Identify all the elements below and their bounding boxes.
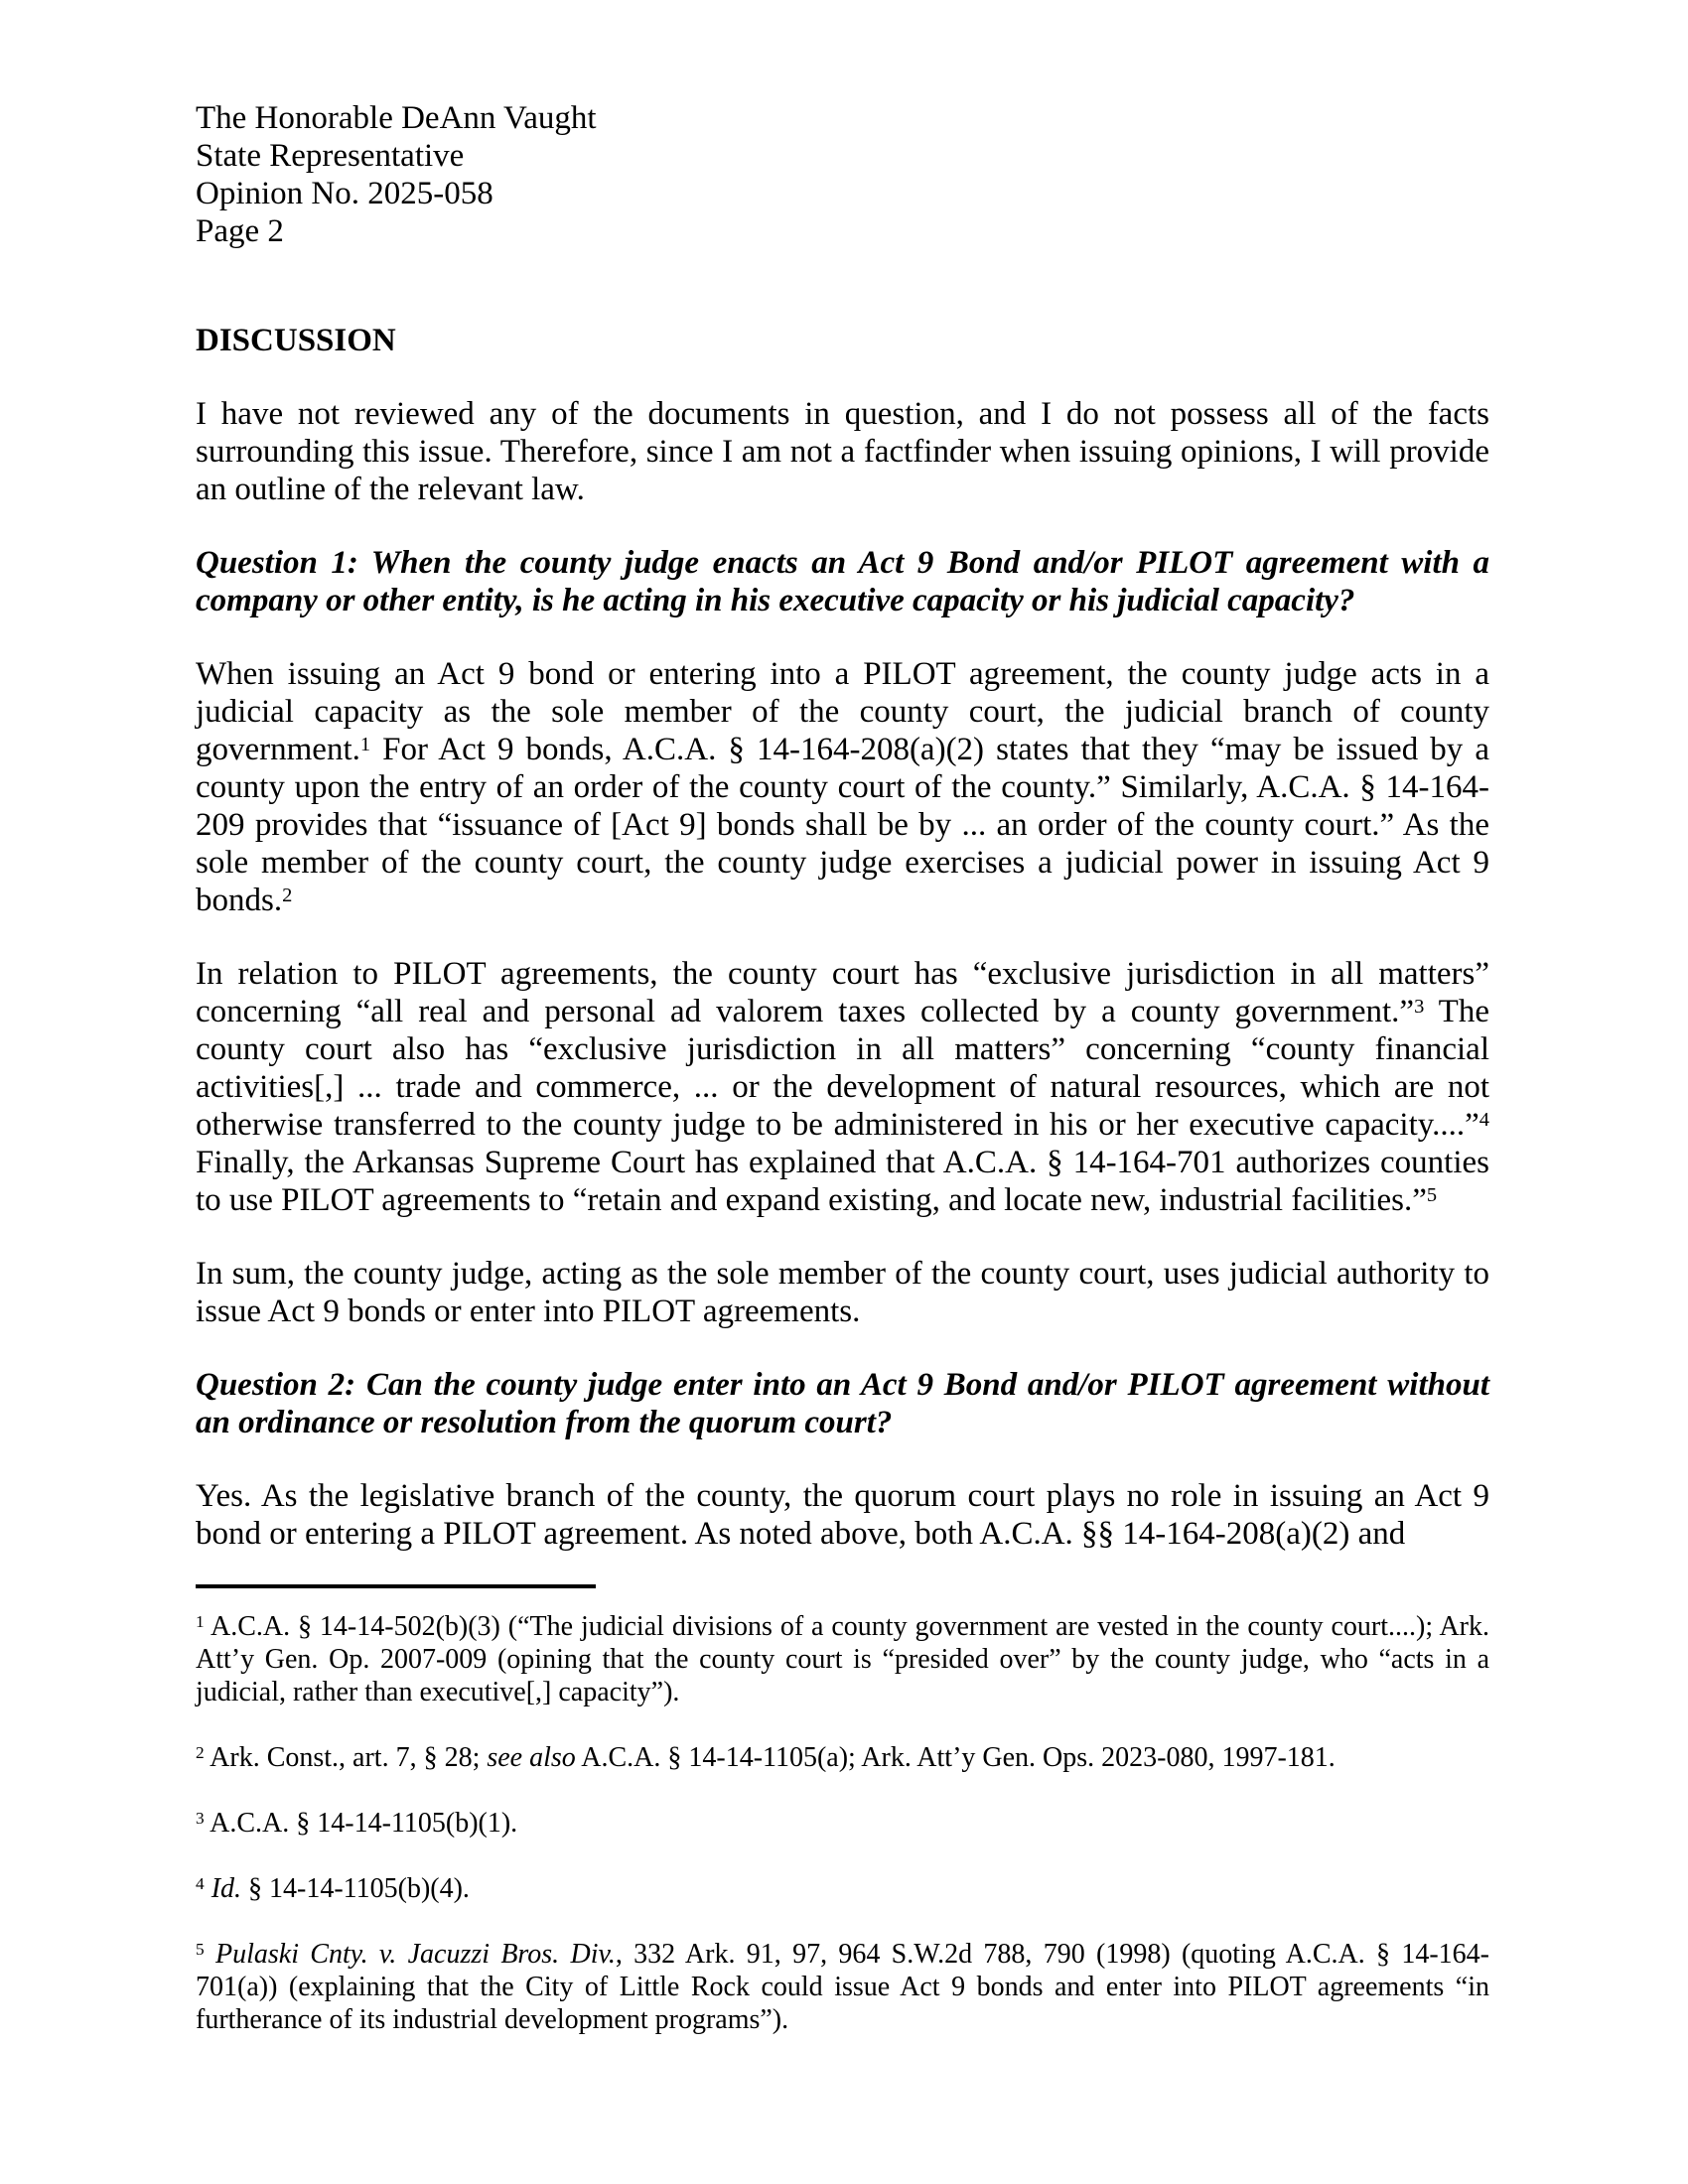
footnote-separator — [196, 1584, 596, 1588]
recipient-name: The Honorable DeAnn Vaught — [196, 100, 597, 136]
footnote-5: $^5$ Pulaski Cnty. v. Jacuzzi Bros. Div., 332 Ark. 91, 97, 964 S.W.2d 788, 790 (1998) (quoting A.C.A. § 14-164-701(a)) (explaining that the City of Little Rock could issue Act 9 bonds and enter into PILOT agreements “in furtherance of its industrial development programs”). — [196, 1939, 1490, 2035]
paragraph-answer-2: Yes. As the legislative branch of the county, the quorum court plays no role in issuing an Act 9 bond or entering a PILOT agreement. As noted above, both A.C.A. §§ 14-164-208(a)(2) and — [196, 1478, 1489, 1552]
footnote-3: $^3$ A.C.A. § 14-14-1105(b)(1). — [196, 1808, 518, 1839]
paragraph-pilot-agreements: In relation to PILOT agreements, the county court has “exclusive jurisdiction in all matters” concerning “all real and personal ad valorem taxes collected by a county government.”$^3$ The county court also has “exclusive jurisdiction in all matters” concerning “county financial activities[,] ... trade and commerce, ... or the development of natural resources, which are not otherwise transferred to the county judge to be administered in his or her executive capacity....”$^4$ Finally, the Arkansas Supreme Court has explained that A.C.A. § 14-164-701 authorizes counties to use PILOT agreements to “retain and expand existing, and locate new, industrial facilities.”$^5$ — [196, 956, 1489, 1218]
paragraph-summary: In sum, the county judge, acting as the sole member of the county court, uses judicial authority to issue Act 9 bonds or enter into PILOT agreements. — [196, 1256, 1489, 1329]
footnote-2: $^2$ Ark. Const., art. 7, § 28; see also A.C.A. § 14-14-1105(a); Ark. Att’y Gen. Ops. 2023-080, 1997-181. — [196, 1742, 1336, 1773]
recipient-title: State Representative — [196, 138, 465, 174]
footnotes — [196, 1610, 1489, 2036]
paragraph-act9-bonds: When issuing an Act 9 bond or entering into a PILOT agreement, the county judge acts in a judicial capacity as the sole member of the county court, the judicial branch of county government.$^1$ For Act 9 bonds, A.C.A. § 14-164-208(a)(2) states that they “may be issued by a county upon the entry of an order of the county court of the county.” Similarly, A.C.A. § 14-164-209 provides that “issuance of [Act 9] bonds shall be by ... an order of the county court.” As the sole member of the county court, the county judge exercises a judicial power in issuing Act 9 bonds.$^2$ — [196, 656, 1489, 918]
opinion-number: Opinion No. 2025-058 — [196, 176, 493, 211]
footnote-4: $^4$ Id. § 14-14-1105(b)(4). — [196, 1873, 470, 1904]
discussion-heading: DISCUSSION — [196, 323, 396, 358]
letter-body — [196, 99, 1489, 2069]
letter-header — [196, 99, 1489, 250]
paragraph-intro: I have not reviewed any of the documents in question, and I do not possess all of the facts surrounding this issue. Therefore, since I am not a factfinder when issuing opinions, I will provide an outline of the relevant law. — [196, 396, 1489, 507]
page-number: Page 2 — [196, 213, 284, 249]
question-2: Question 2: Can the county judge enter into an Act 9 Bond and/or PILOT agreement without an ordinance or resolution from the quorum court? — [196, 1367, 1489, 1440]
footnote-1: $^1$ A.C.A. § 14-14-502(b)(3) (“The judicial divisions of a county government are vested in the county court....); Ark. Att’y Gen. Op. 2007-009 (opining that the county court is “presided over” by the county judge, who “acts in a judicial, rather than executive[,] capacity”). — [196, 1611, 1489, 1707]
question-1: Question 1: When the county judge enacts an Act 9 Bond and/or PILOT agreement with a company or other entity, is he acting in his executive capacity or his judicial capacity? — [196, 545, 1489, 618]
